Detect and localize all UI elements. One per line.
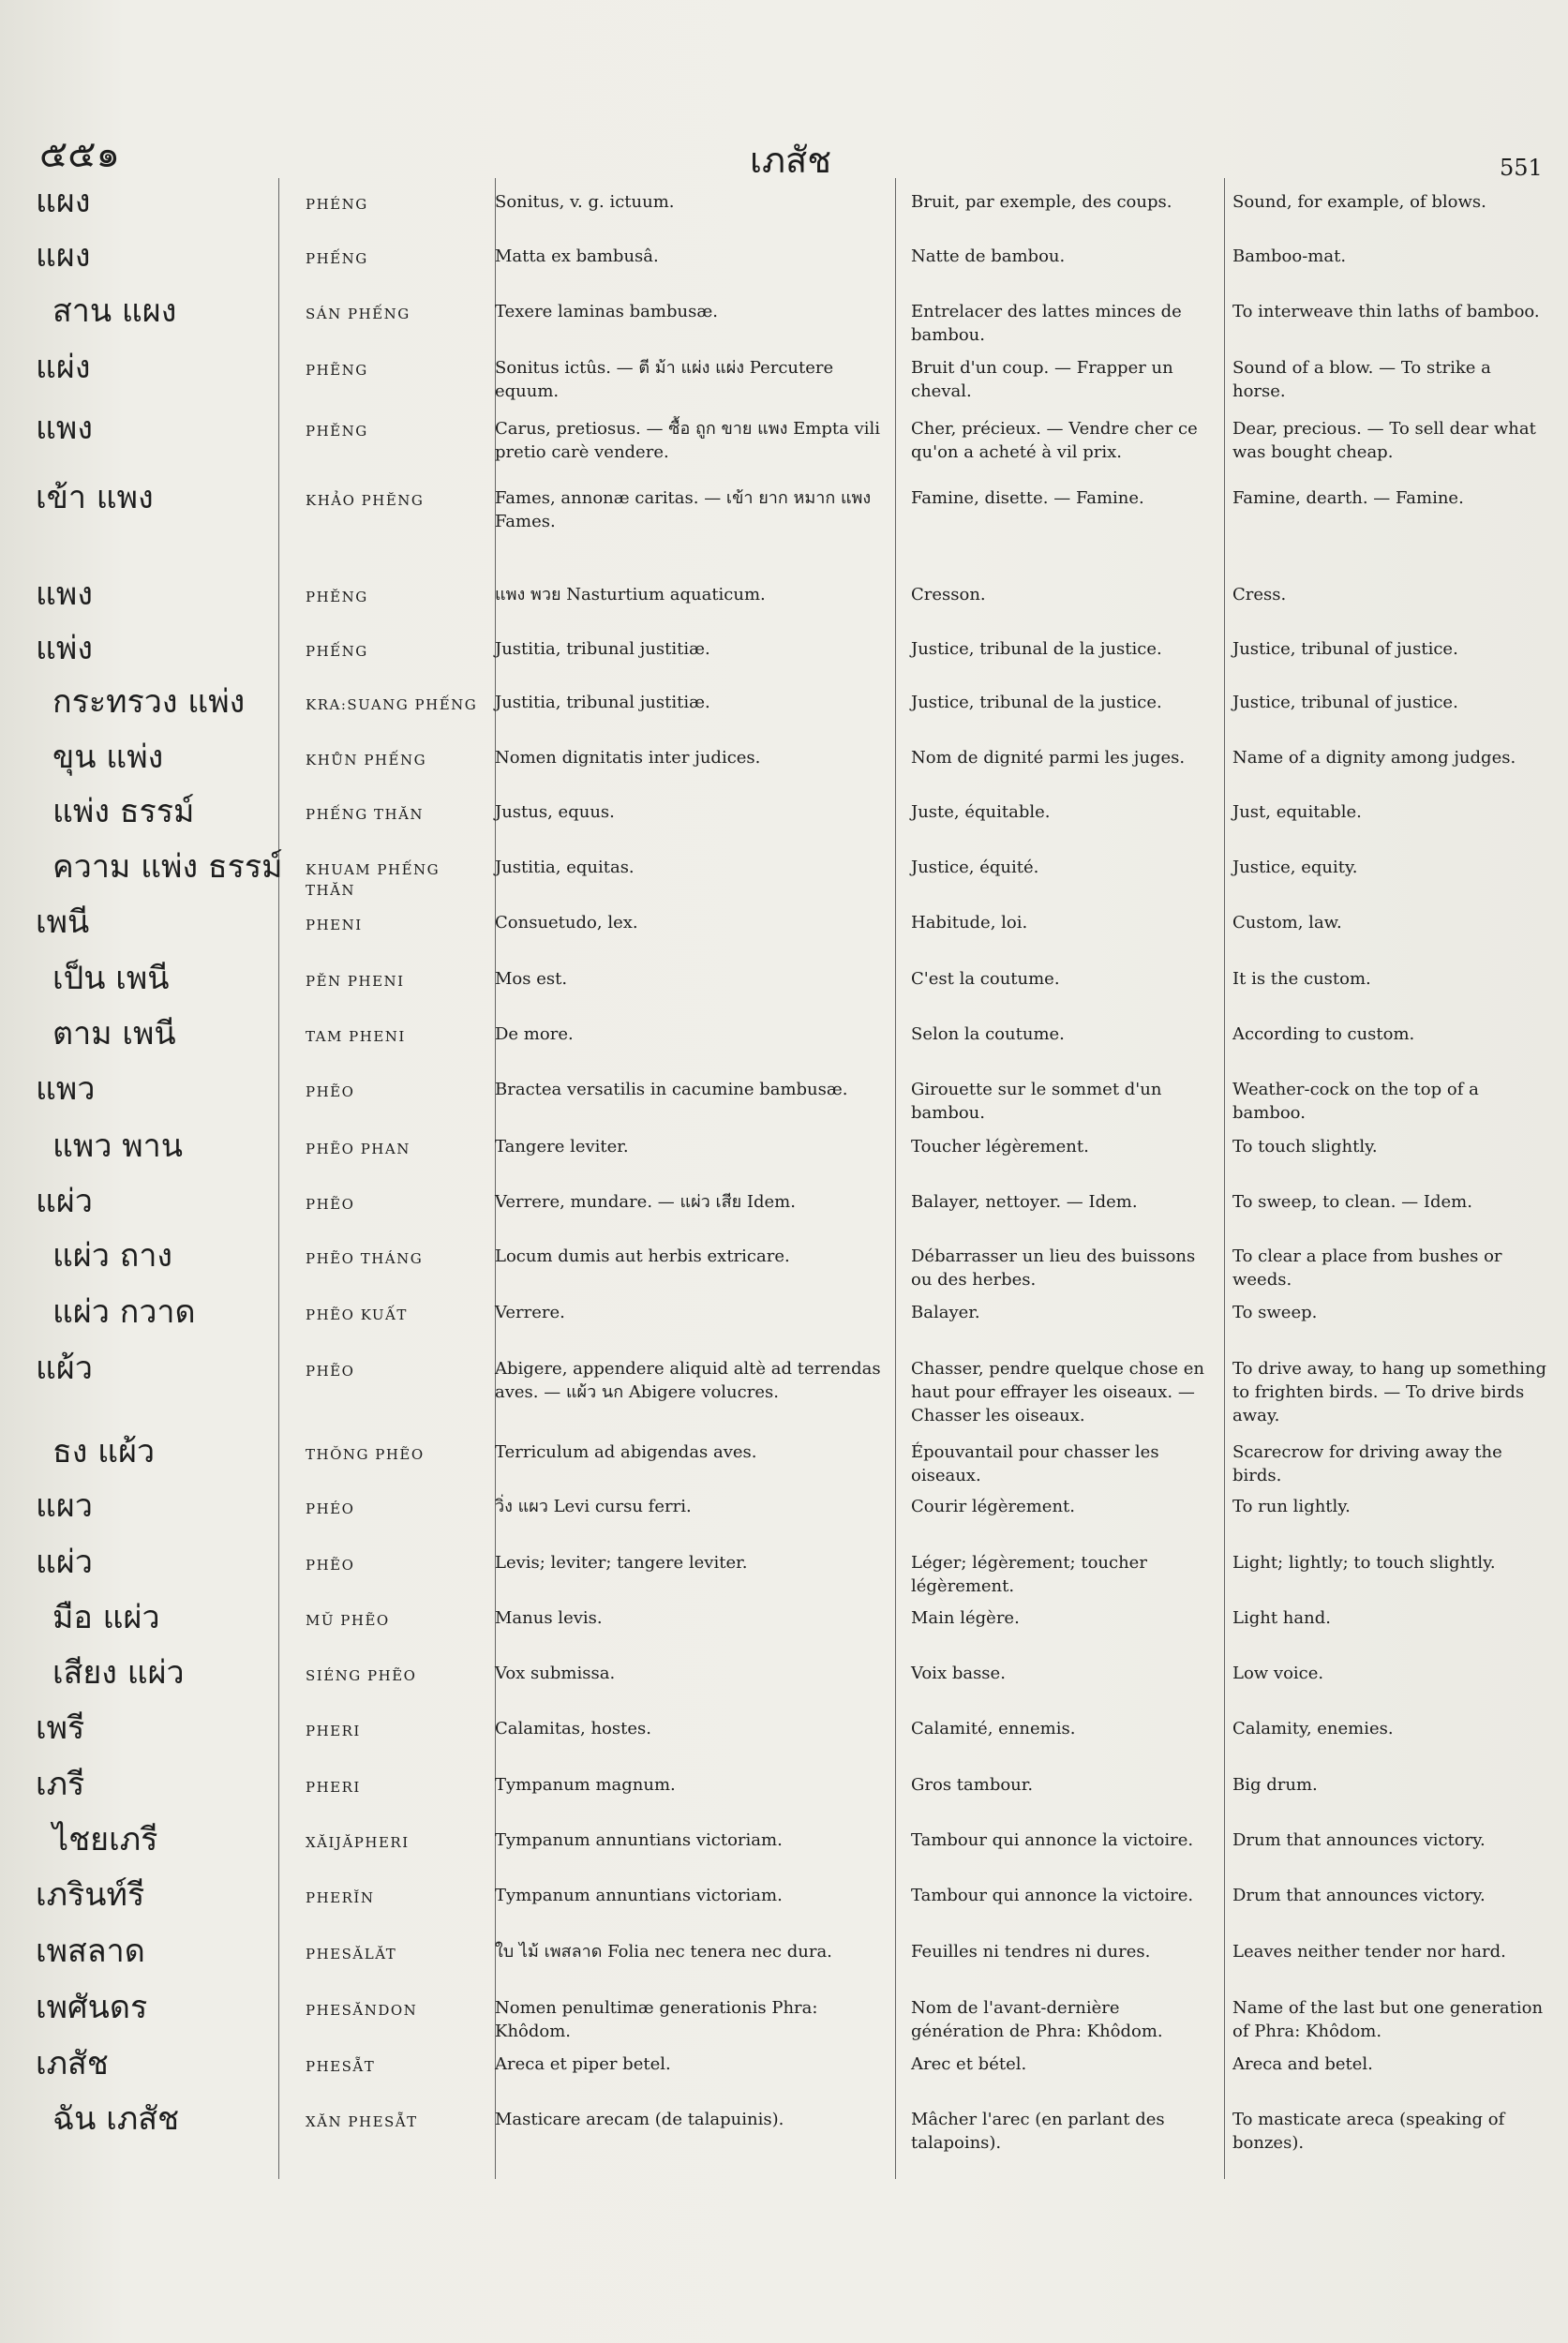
latin-definition: Masticare arecam (de talapuinis). [495, 2110, 784, 2129]
romanization: KHUAM PHẾNG THĂN [306, 861, 441, 899]
french-definition: Voix basse. [911, 1664, 1006, 1683]
romanization: PHENI [306, 917, 363, 933]
romanization: PHERĬN [306, 1889, 375, 1906]
thai-headword: แผง [36, 183, 91, 220]
thai-headword: ธง แผ้ว [52, 1433, 156, 1470]
latin-definition: Tympanum annuntians victoriam. [495, 1886, 783, 1905]
romanization: PHẼO KUẤT [306, 1306, 408, 1323]
latin-definition: Justus, equus. [495, 802, 615, 822]
french-definition: Justice, tribunal de la justice. [911, 639, 1162, 659]
thai-headword: เสียง แผ่ว [52, 1654, 185, 1692]
thai-headword: เพรี [36, 1709, 85, 1747]
romanization: PHẼO [306, 1196, 355, 1213]
english-definition: Scarecrow for driving away the birds. [1232, 1442, 1502, 1485]
latin-definition: Manus levis. [495, 1608, 603, 1628]
latin-definition: De more. [495, 1024, 574, 1044]
thai-headword: แพง [36, 410, 93, 447]
thai-headword: มือ แผ่ว [52, 1599, 160, 1636]
english-definition: According to custom. [1232, 1024, 1415, 1044]
french-definition: Mâcher l'arec (en parlant des talapoins). [911, 2110, 1165, 2153]
romanization: PHERI [306, 1723, 361, 1739]
latin-definition: Texere laminas bambusæ. [495, 302, 718, 321]
thai-headword: ความ แพ่ง ธรรม์ [52, 848, 283, 886]
french-definition: Feuilles ni tendres ni dures. [911, 1942, 1151, 1962]
english-definition: Light hand. [1232, 1608, 1331, 1628]
latin-definition: Locum dumis aut herbis extricare. [495, 1246, 790, 1266]
english-definition: To interweave thin laths of bamboo. [1232, 302, 1540, 321]
thai-headword: แพ่ง ธรรม์ [52, 793, 195, 830]
page-number: 551 [1500, 155, 1543, 181]
romanization: PHESĂNDON [306, 2002, 418, 2019]
french-definition: Natte de bambou. [911, 246, 1066, 266]
thai-headword: สาน แผง [52, 292, 177, 330]
thai-headword: แผ่ว กวาด [52, 1293, 196, 1331]
latin-definition: Terriculum ad abigendas aves. [495, 1442, 757, 1462]
thai-headword: ขุน แพ่ง [52, 739, 164, 776]
romanization: KRA:SUANG PHẾNG [306, 696, 478, 713]
thai-headword: แผ่ว [36, 1544, 93, 1581]
french-definition: Entrelacer des lattes minces de bambou. [911, 302, 1182, 345]
french-definition: Tambour qui annonce la victoire. [911, 1886, 1194, 1905]
thai-page-number: ๕๕๑ [39, 133, 120, 176]
english-definition: Sound of a blow. — To strike a horse. [1232, 358, 1491, 401]
latin-definition: Tympanum magnum. [495, 1775, 676, 1795]
english-definition: Name of a dignity among judges. [1232, 748, 1516, 768]
thai-headword: ฉัน เภสัช [52, 2100, 180, 2138]
english-definition: Justice, tribunal of justice. [1232, 693, 1458, 712]
latin-definition: Calamitas, hostes. [495, 1719, 651, 1739]
french-definition: Bruit d'un coup. — Frapper un cheval. [911, 358, 1173, 401]
latin-definition: Consuetudo, lex. [495, 913, 638, 933]
latin-definition: Areca et piper betel. [495, 2054, 671, 2074]
latin-definition: ใบ ไม้ เพสลาด Folia nec tenera nec dura. [495, 1942, 832, 1962]
french-definition: Famine, disette. — Famine. [911, 488, 1144, 508]
latin-definition: Nomen dignitatis inter judices. [495, 748, 761, 768]
french-definition: Bruit, par exemple, des coups. [911, 192, 1172, 212]
latin-definition: Vox submissa. [495, 1664, 616, 1683]
romanization: XĂIJĂPHERI [306, 1834, 410, 1851]
thai-headword: เข้า แพง [36, 479, 154, 516]
thai-headword: เพศันดร [36, 1989, 148, 2026]
column-divider [278, 178, 279, 2179]
english-definition: Custom, law. [1232, 913, 1342, 933]
thai-headword: แผ้ว [36, 1350, 93, 1387]
french-definition: Épouvantail pour chasser les oiseaux. [911, 1442, 1159, 1485]
english-definition: Justice, tribunal of justice. [1232, 639, 1458, 659]
romanization: PHẼO [306, 1557, 355, 1574]
french-definition: Nom de l'avant-dernière génération de Phra: Khôdom. [911, 1998, 1163, 2041]
column-divider [495, 178, 496, 2179]
latin-definition: Verrere, mundare. — แผ่ว เสีย Idem. [495, 1192, 796, 1212]
thai-headword: เป็น เพนี [52, 960, 170, 997]
column-divider [1224, 178, 1225, 2179]
french-definition: C'est la coutume. [911, 969, 1060, 989]
french-definition: Débarrasser un lieu des buissons ou des herbes. [911, 1246, 1196, 1290]
thai-headword: กระทรวง แพ่ง [52, 683, 246, 721]
romanization: PHẼO [306, 1363, 355, 1380]
romanization: PHẼO THÁNG [306, 1250, 424, 1267]
english-definition: To sweep. [1232, 1303, 1318, 1322]
english-definition: To sweep, to clean. — Idem. [1232, 1192, 1472, 1212]
latin-definition: Sonitus ictûs. — ตี ม้า แผ่ง แผ่ง Percutere equum. [495, 358, 834, 401]
romanization: PHĔNG [306, 589, 368, 605]
thai-headword: แผว [36, 1487, 93, 1525]
french-definition: Juste, équitable. [911, 802, 1051, 822]
thai-headword: แพ่ง [36, 630, 93, 667]
romanization: PHẼO PHAN [306, 1141, 411, 1157]
latin-definition: Carus, pretiosus. — ซื้อ ถูก ขาย แพง Empta vili pretio carè vendere. [495, 419, 881, 462]
french-definition: Habitude, loi. [911, 913, 1028, 933]
romanization: PHẾNG [306, 643, 368, 660]
french-definition: Cher, précieux. — Vendre cher ce qu'on a acheté à vil prix. [911, 419, 1198, 462]
english-definition: It is the custom. [1232, 969, 1371, 989]
french-definition: Nom de dignité parmi les juges. [911, 748, 1186, 768]
thai-headword: แผ่ว ถาง [52, 1237, 173, 1275]
romanization: PHĔNG [306, 423, 368, 440]
latin-definition: Verrere. [495, 1303, 565, 1322]
latin-definition: Justitia, tribunal justitiæ. [495, 639, 710, 659]
thai-headword: เภสัช [36, 2045, 109, 2082]
latin-definition: Mos est. [495, 969, 568, 989]
english-definition: Bamboo-mat. [1232, 246, 1347, 266]
french-definition: Calamité, ennemis. [911, 1719, 1076, 1739]
thai-headword: เพสลาด [36, 1933, 145, 1970]
english-definition: Sound, for example, of blows. [1232, 192, 1486, 212]
english-definition: Just, equitable. [1232, 802, 1362, 822]
french-definition: Courir légèrement. [911, 1497, 1075, 1516]
english-definition: Name of the last but one generation of Phra: Khôdom. [1232, 1998, 1544, 2041]
latin-definition: Justitia, tribunal justitiæ. [495, 693, 710, 712]
french-definition: Cresson. [911, 585, 986, 604]
french-definition: Toucher légèrement. [911, 1137, 1089, 1157]
latin-definition: Matta ex bambusâ. [495, 246, 659, 266]
romanization: MŬ PHẼO [306, 1612, 390, 1629]
french-definition: Main légère. [911, 1608, 1020, 1628]
thai-headword: แพว [36, 1070, 96, 1108]
thai-headword: ไชยเภรี [52, 1821, 158, 1858]
romanization: SIÉNG PHẼO [306, 1667, 417, 1684]
french-definition: Girouette sur le sommet d'un bambou. [911, 1080, 1162, 1123]
english-definition: Justice, equity. [1232, 858, 1358, 877]
thai-headword: เพนี [36, 903, 90, 941]
latin-definition: Levis; leviter; tangere leviter. [495, 1553, 748, 1573]
romanization: TAM PHENI [306, 1028, 406, 1045]
english-definition: Cress. [1232, 585, 1287, 604]
running-header: เภสัช [750, 140, 832, 181]
french-definition: Justice, tribunal de la justice. [911, 693, 1162, 712]
english-definition: To touch slightly. [1232, 1137, 1378, 1157]
column-divider [895, 178, 896, 2179]
english-definition: To drive away, to hang up something to frighten birds. — To drive birds away. [1232, 1359, 1546, 1425]
romanization: SÁN PHẾNG [306, 306, 411, 322]
romanization: PHERI [306, 1779, 361, 1796]
romanization: PHẼNG [306, 362, 368, 379]
latin-definition: Tangere leviter. [495, 1137, 629, 1157]
french-definition: Chasser, pendre quelque chose en haut pour effrayer les oiseaux. — Chasser les oiseaux. [911, 1359, 1204, 1425]
english-definition: To clear a place from bushes or weeds. [1232, 1246, 1502, 1290]
romanization: PHẼO [306, 1083, 355, 1100]
romanization: PHESẴT [306, 2058, 376, 2075]
romanization: PHÉO [306, 1500, 355, 1517]
english-definition: Light; lightly; to touch slightly. [1232, 1553, 1496, 1573]
latin-definition: Tympanum annuntians victoriam. [495, 1830, 783, 1850]
english-definition: Areca and betel. [1232, 2054, 1373, 2074]
english-definition: Famine, dearth. — Famine. [1232, 488, 1464, 508]
latin-definition: Sonitus, v. g. ictuum. [495, 192, 675, 212]
english-definition: To run lightly. [1232, 1497, 1351, 1516]
english-definition: Calamity, enemies. [1232, 1719, 1394, 1739]
thai-headword: ตาม เพนี [52, 1015, 176, 1052]
thai-headword: แผ่ง [36, 349, 91, 386]
latin-definition: วิ่ง แผว Levi cursu ferri. [495, 1497, 692, 1516]
french-definition: Tambour qui annonce la victoire. [911, 1830, 1194, 1850]
romanization: PHẾNG THĂN [306, 806, 425, 823]
latin-definition: แพง พวย Nasturtium aquaticum. [495, 585, 766, 604]
romanization: PHESĂLĂT [306, 1946, 397, 1962]
french-definition: Selon la coutume. [911, 1024, 1065, 1044]
romanization: PHÉNG [306, 196, 368, 213]
french-definition: Justice, équité. [911, 858, 1039, 877]
latin-definition: Nomen penultimæ generationis Phra: Khôdom. [495, 1998, 818, 2041]
thai-headword: แพว พาน [52, 1127, 183, 1165]
english-definition: Big drum. [1232, 1775, 1318, 1795]
french-definition: Balayer. [911, 1303, 980, 1322]
latin-definition: Justitia, equitas. [495, 858, 635, 877]
latin-definition: Bractea versatilis in cacumine bambusæ. [495, 1080, 848, 1099]
english-definition: Drum that announces victory. [1232, 1830, 1486, 1850]
romanization: XĂN PHESẴT [306, 2113, 418, 2130]
romanization: KHŮN PHẾNG [306, 752, 427, 769]
english-definition: Weather-cock on the top of a bamboo. [1232, 1080, 1479, 1123]
french-definition: Arec et bétel. [911, 2054, 1027, 2074]
romanization: PHẾNG [306, 250, 368, 267]
romanization: KHẢO PHĔNG [306, 492, 425, 509]
french-definition: Balayer, nettoyer. — Idem. [911, 1192, 1138, 1212]
french-definition: Gros tambour. [911, 1775, 1034, 1795]
romanization: THŎNG PHẼO [306, 1446, 425, 1463]
thai-headword: แผง [36, 237, 91, 275]
thai-headword: เภรี [36, 1766, 85, 1803]
latin-definition: Fames, annonæ caritas. — เข้า ยาก หมาก แพง Fames. [495, 488, 872, 531]
english-definition: Dear, precious. — To sell dear what was bought cheap. [1232, 419, 1536, 462]
thai-headword: แพง [36, 575, 93, 613]
latin-definition: Abigere, appendere aliquid altè ad terrendas aves. — แผ้ว นก Abigere volucres. [495, 1359, 881, 1402]
thai-headword: เภรินท์รี [36, 1876, 145, 1914]
french-definition: Léger; légèrement; toucher légèrement. [911, 1553, 1147, 1596]
english-definition: To masticate areca (speaking of bonzes). [1232, 2110, 1505, 2153]
english-definition: Leaves neither tender nor hard. [1232, 1942, 1506, 1962]
english-definition: Low voice. [1232, 1664, 1324, 1683]
thai-headword: แผ่ว [36, 1183, 93, 1220]
romanization: PĔN PHENI [306, 973, 405, 990]
english-definition: Drum that announces victory. [1232, 1886, 1486, 1905]
